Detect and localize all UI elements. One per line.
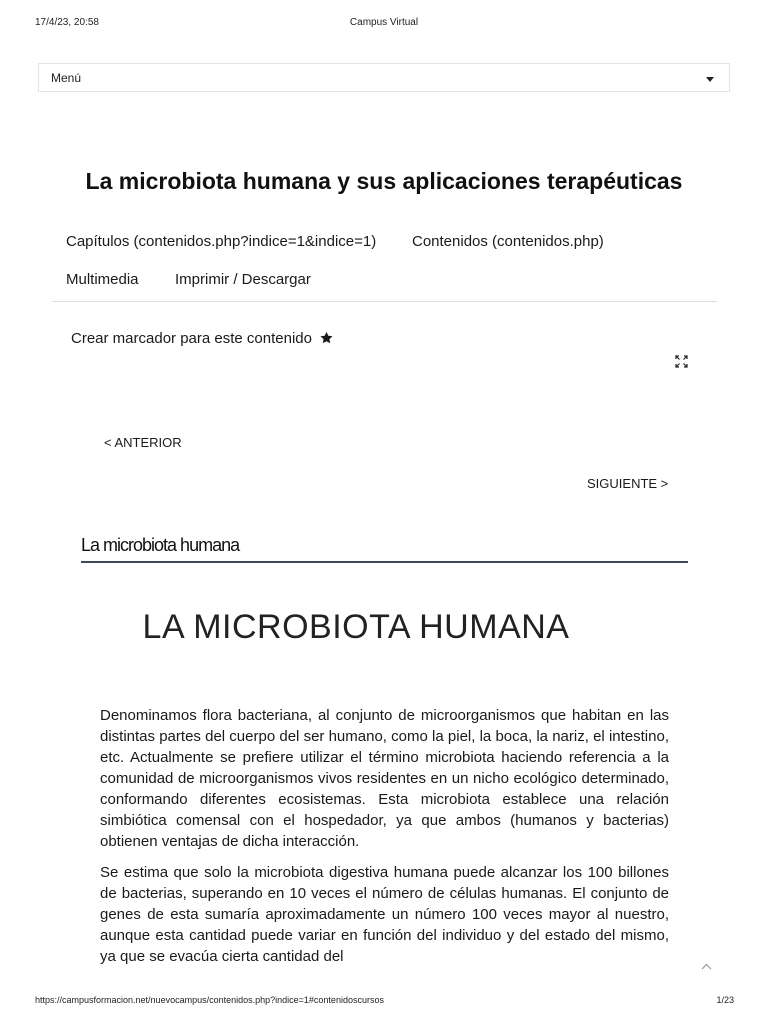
expand-icon[interactable] (675, 355, 688, 368)
print-page-count: 1/23 (716, 995, 734, 1005)
menu-dropdown[interactable] (38, 63, 730, 92)
caret-down-icon (706, 77, 714, 82)
previous-link[interactable]: < ANTERIOR (104, 435, 182, 450)
section-divider (81, 561, 688, 563)
chevron-up-icon[interactable] (701, 962, 712, 970)
print-page-title: Campus Virtual (349, 17, 419, 28)
content-paragraph: Se estima que solo la microbiota digestiva humana puede alcanzar los 100 billones de bacterias, superando en 10 veces el número de células humanas. El conjunto de genes de esta sumaría aproximadamente un número 100 veces mayor al nuestro, aunque esta cantidad puede variar en función del individuo y del estado del mismo, ya que se evacúa cierta cantidad del (100, 864, 669, 965)
next-link[interactable]: SIGUIENTE > (587, 476, 669, 491)
star-icon (319, 331, 334, 345)
nav-divider (52, 301, 717, 302)
menu-label: Menú (51, 71, 82, 85)
content-body (100, 705, 669, 970)
content-paragraph: Denominamos flora bacteriana, al conjunto de microorganismos que habitan en las distintas partes del cuerpo del ser humano, como la piel, la boca, la nariz, el intestino, etc. Actualmente se prefiere utilizar el término microbiota haciendo referencia a la comunidad de microorganismos vivos residentes en un nicho ecológico determinado, conformando diferentes ecosistemas. Esta microbiota establece una relación simbiótica comensal con el hospedador, ya que ambos (humanos y bacterias) obtienen ventajas de dicha interacción. (100, 707, 669, 850)
content-heading: LA MICROBIOTA HUMANA (142, 608, 570, 646)
bookmark-label: Crear marcador para este contenido (71, 330, 312, 347)
nav-link-multimedia[interactable]: Multimedia (66, 271, 139, 288)
nav-link-chapters[interactable]: Capítulos (contenidos.php?indice=1&indice=1) (66, 233, 377, 250)
print-datetime: 17/4/23, 20:58 (35, 17, 99, 28)
bookmark-button[interactable] (71, 330, 334, 347)
nav-link-contents[interactable]: Contenidos (contenidos.php) (412, 233, 604, 250)
nav-link-print-download[interactable]: Imprimir / Descargar (175, 271, 311, 288)
print-url: https://campusformacion.net/nuevocampus/contenidos.php?indice=1#contenidoscursos (35, 995, 384, 1005)
section-title: La microbiota humana (81, 535, 240, 555)
course-title: La microbiota humana y sus aplicaciones terapéuticas (85, 168, 683, 194)
